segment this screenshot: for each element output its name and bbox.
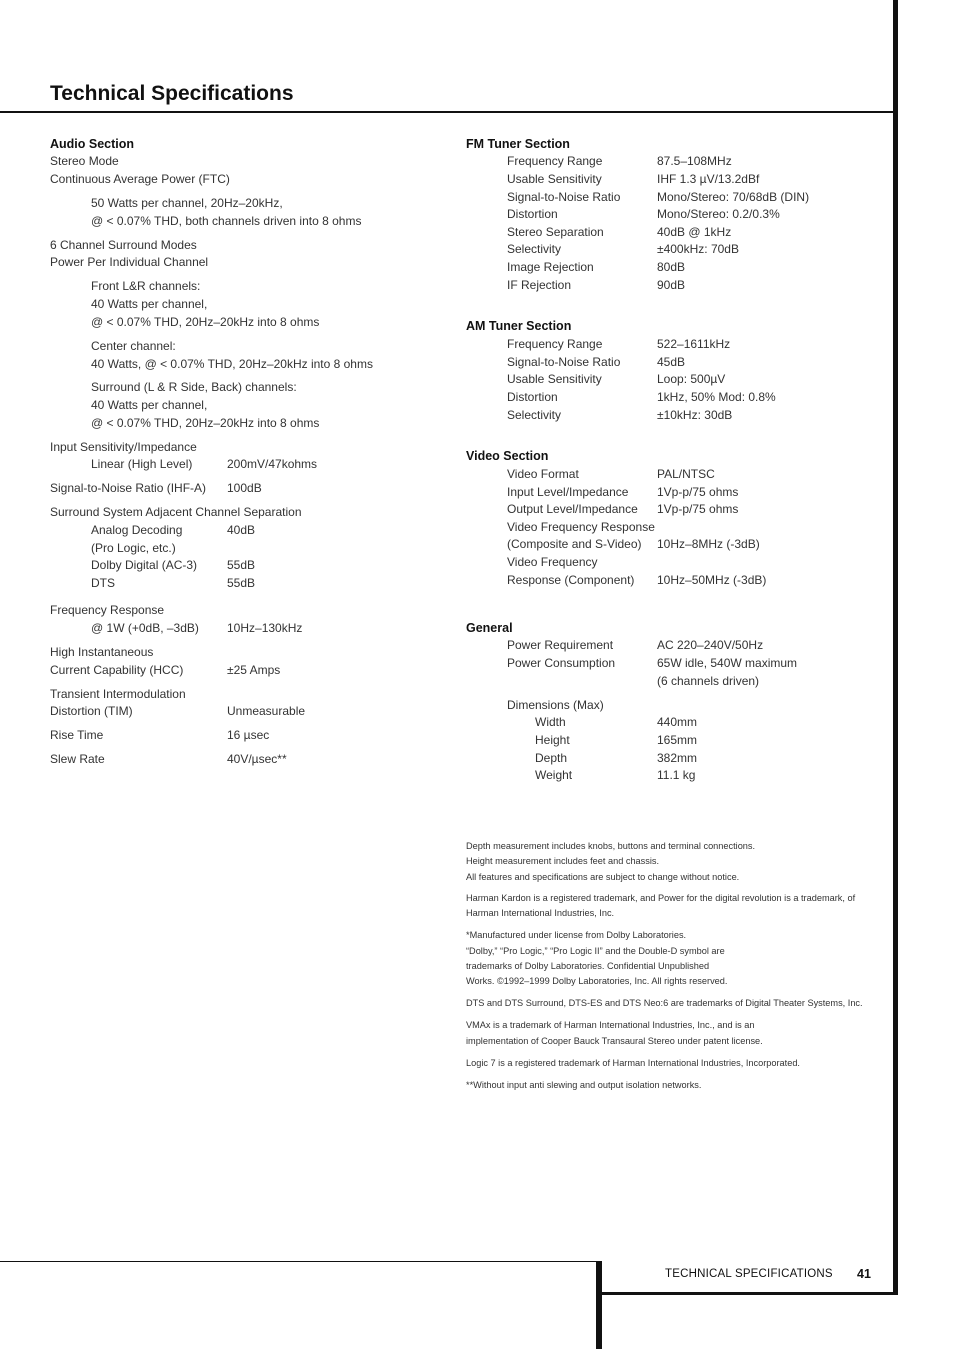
tim-label-1: Transient Intermodulation <box>50 687 186 701</box>
freq-condition: @ 1W (+0dB, –3dB) <box>91 621 199 635</box>
power-req-value: AC 220–240V/50Hz <box>657 638 764 652</box>
audio-heading: Audio Section <box>50 137 135 151</box>
fm-row-value: 80dB <box>657 260 686 274</box>
rise-time-label: Rise Time <box>50 728 104 742</box>
snr-label: Signal-to-Noise Ratio (IHF-A) <box>50 481 207 495</box>
video-freq-value: 10Hz–8MHz (-3dB) <box>657 537 760 551</box>
note-line: Works. ©1992–1999 Dolby Laboratories, Inc. All rights reserved. <box>466 976 728 986</box>
surround-channels-2: 40 Watts per channel, <box>91 398 208 412</box>
footer-section-label: TECHNICAL SPECIFICATIONS <box>665 1268 833 1280</box>
video-component-label-2: Response (Component) <box>507 573 635 587</box>
front-channels-1: Front L&R channels: <box>91 279 201 293</box>
linear-label: Linear (High Level) <box>91 457 193 471</box>
video-freq-label-1: Video Frequency Response <box>507 520 655 534</box>
width-value: 440mm <box>657 715 698 729</box>
power-cons-value: 65W idle, 540W maximum <box>657 656 798 670</box>
power-cons-label: Power Consumption <box>507 656 616 670</box>
note-line: All features and specifications are subject to change without notice. <box>466 872 740 882</box>
ftc-value-1: 50 Watts per channel, 20Hz–20kHz, <box>91 196 283 210</box>
video-format-label: Video Format <box>507 467 579 481</box>
am-row-value: 45dB <box>657 355 686 369</box>
note-line: DTS and DTS Surround, DTS-ES and DTS Neo:6 are trademarks of Digital Theater Systems, Inc. <box>466 998 863 1008</box>
weight-label: Weight <box>535 768 573 782</box>
hcc-label-2: Current Capability (HCC) <box>50 663 184 677</box>
note-line: Logic 7 is a registered trademark of Harman International Industries, Incorporated. <box>466 1058 800 1068</box>
footer-rule <box>0 1261 598 1262</box>
am-row-value: 1kHz, 50% Mod: 0.8% <box>657 390 776 404</box>
analog-label: Analog Decoding <box>91 523 183 537</box>
footer-vertical-bar <box>596 1261 602 1349</box>
center-channel-2: 40 Watts, @ < 0.07% THD, 20Hz–20kHz into 8 ohms <box>91 357 373 371</box>
height-value: 165mm <box>657 733 698 747</box>
width-label: Width <box>535 715 566 729</box>
video-component-label-1: Video Frequency <box>507 555 598 569</box>
am-row-label: Distortion <box>507 390 558 404</box>
video-component-value: 10Hz–50MHz (-3dB) <box>657 573 767 587</box>
height-label: Height <box>535 733 570 747</box>
am-row-label: Frequency Range <box>507 337 603 351</box>
am-row-label: Selectivity <box>507 408 562 422</box>
fm-row-label: Usable Sensitivity <box>507 172 602 186</box>
analog-value: 40dB <box>227 523 256 537</box>
freq-response-label: Frequency Response <box>50 603 165 617</box>
dimensions-label: Dimensions (Max) <box>507 698 604 712</box>
page-title: Technical Specifications <box>50 82 294 105</box>
am-row-value: 522–1611kHz <box>657 337 731 351</box>
snr-value: 100dB <box>227 481 262 495</box>
surround-channels-3: @ < 0.07% THD, 20Hz–20kHz into 8 ohms <box>91 416 320 430</box>
prologic-note: (Pro Logic, etc.) <box>91 541 176 555</box>
note-line: “Dolby,” “Pro Logic,” “Pro Logic II” and the Double-D symbol are <box>466 946 725 956</box>
note-line: Depth measurement includes knobs, buttons and terminal connections. <box>466 841 756 851</box>
video-output-label: Output Level/Impedance <box>507 502 638 516</box>
fm-row-value: 87.5–108MHz <box>657 154 732 168</box>
power-req-label: Power Requirement <box>507 638 614 652</box>
front-channels-3: @ < 0.07% THD, 20Hz–20kHz into 8 ohms <box>91 315 320 329</box>
right-edge-bar <box>893 0 898 1295</box>
note-line: Harman International Industries, Inc. <box>466 908 615 918</box>
note-line: implementation of Cooper Bauck Transaural Stereo under patent license. <box>466 1036 763 1046</box>
video-freq-label-2: (Composite and S-Video) <box>507 537 642 551</box>
depth-label: Depth <box>535 751 568 765</box>
slew-rate-value: 40V/µsec** <box>227 752 287 766</box>
note-line: *Manufactured under license from Dolby Laboratories. <box>466 930 687 940</box>
title-rule <box>0 111 896 113</box>
am-row-label: Signal-to-Noise Ratio <box>507 355 621 369</box>
note-line: Harman Kardon is a registered trademark, and Power for the digital revolution is a trademark, of <box>466 893 856 903</box>
weight-value: 11.1 kg <box>657 768 696 782</box>
tim-label-2: Distortion (TIM) <box>50 704 133 718</box>
ftc-value-2: @ < 0.07% THD, both channels driven into 8 ohms <box>91 214 362 228</box>
video-format-value: PAL/NTSC <box>657 467 715 481</box>
am-row-label: Usable Sensitivity <box>507 372 602 386</box>
surround-channels-1: Surround (L & R Side, Back) channels: <box>91 380 297 394</box>
note-line: VMAx is a trademark of Harman International Industries, Inc., and is an <box>466 1020 755 1030</box>
fm-row-value: Mono/Stereo: 0.2/0.3% <box>657 207 780 221</box>
note-line: **Without input anti slewing and output isolation networks. <box>466 1080 702 1090</box>
general-heading: General <box>466 621 513 635</box>
rise-time-value: 16 µsec <box>227 728 270 742</box>
center-channel-1: Center channel: <box>91 339 176 353</box>
fm-row-value: IHF 1.3 µV/13.2dBf <box>657 172 760 186</box>
slew-rate-label: Slew Rate <box>50 752 105 766</box>
video-heading: Video Section <box>466 449 549 463</box>
note-line: trademarks of Dolby Laboratories. Confidential Unpublished <box>466 961 710 971</box>
fm-row-value: 40dB @ 1kHz <box>657 225 732 239</box>
hcc-value: ±25 Amps <box>227 663 281 677</box>
fm-row-label: Distortion <box>507 207 558 221</box>
video-output-value: 1Vp-p/75 ohms <box>657 502 739 516</box>
fm-row-label: IF Rejection <box>507 278 572 292</box>
am-row-value: ±10kHz: 30dB <box>657 408 733 422</box>
fm-row-value: ±400kHz: 70dB <box>657 242 739 256</box>
power-per-channel: Power Per Individual Channel <box>50 255 209 269</box>
freq-value: 10Hz–130kHz <box>227 621 303 635</box>
dolby-label: Dolby Digital (AC-3) <box>91 558 198 572</box>
fm-row-label: Frequency Range <box>507 154 603 168</box>
fm-row-label: Stereo Separation <box>507 225 604 239</box>
dts-value: 55dB <box>227 576 256 590</box>
fm-row-label: Image Rejection <box>507 260 594 274</box>
input-sensitivity: Input Sensitivity/Impedance <box>50 440 197 454</box>
note-line: Height measurement includes feet and chassis. <box>466 856 660 866</box>
video-input-value: 1Vp-p/75 ohms <box>657 485 739 499</box>
dolby-value: 55dB <box>227 558 256 572</box>
fm-row-label: Selectivity <box>507 242 562 256</box>
am-heading: AM Tuner Section <box>466 319 572 333</box>
video-input-label: Input Level/Impedance <box>507 485 629 499</box>
page-number: 41 <box>857 1267 871 1281</box>
fm-heading: FM Tuner Section <box>466 137 570 151</box>
linear-value: 200mV/47kohms <box>227 457 318 471</box>
hcc-label-1: High Instantaneous <box>50 645 154 659</box>
am-row-value: Loop: 500µV <box>657 372 726 386</box>
ssacs-label: Surround System Adjacent Channel Separation <box>50 505 302 519</box>
depth-value: 382mm <box>657 751 698 765</box>
fm-row-value: Mono/Stereo: 70/68dB (DIN) <box>657 190 810 204</box>
stereo-mode: Stereo Mode <box>50 154 119 168</box>
ftc-label: Continuous Average Power (FTC) <box>50 172 230 186</box>
footer-horizontal-bar <box>596 1292 898 1295</box>
power-cons-value-2: (6 channels driven) <box>657 674 760 688</box>
fm-row-value: 90dB <box>657 278 686 292</box>
front-channels-2: 40 Watts per channel, <box>91 297 208 311</box>
dts-label: DTS <box>91 576 115 590</box>
fm-row-label: Signal-to-Noise Ratio <box>507 190 621 204</box>
tim-value: Unmeasurable <box>227 704 306 718</box>
surround-modes: 6 Channel Surround Modes <box>50 238 197 252</box>
